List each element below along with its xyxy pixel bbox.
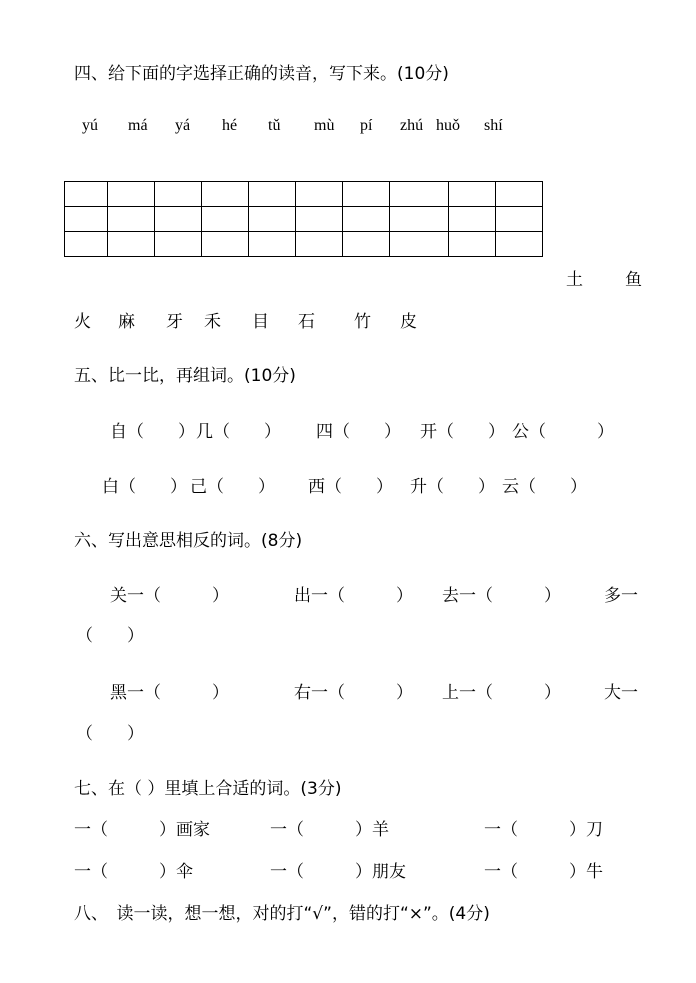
compare-item: 开（ ） [420,422,505,442]
compare-item: 白（ ） [102,477,187,497]
grid-cell[interactable] [202,182,249,207]
grid-cell[interactable] [343,232,390,257]
char-10: 皮 [400,312,417,332]
fill-item: 一（ ）刀 [484,820,603,840]
pinyin-10: shí [484,117,503,134]
pinyin-9: huǒ [436,117,460,134]
grid-row [65,232,543,257]
fill-item: 一（ ）伞 [74,862,193,882]
antonym-item: 上一（ ） [442,683,561,703]
grid-cell[interactable] [108,207,155,232]
antonym-item: 关一（ ） [110,586,229,606]
compare-item: 公（ ） [512,422,614,442]
grid-cell[interactable] [449,207,496,232]
char-1: 土 [566,270,583,290]
char-8: 石 [298,312,315,332]
section-5-title: 五、比一比，再组词。(10分) [74,366,296,386]
compare-item: 己（ ） [190,477,275,497]
pinyin-6: mù [314,117,335,134]
grid-cell[interactable] [390,207,449,232]
grid-cell[interactable] [343,207,390,232]
compare-item: 几（ ） [196,422,281,442]
grid-cell[interactable] [155,232,202,257]
pinyin-1: yú [82,117,98,134]
section-4-title: 四、给下面的字选择正确的读音，写下来。(10分) [74,64,449,84]
section-7-title: 七、在（ ）里填上合适的词。(3分) [74,779,342,799]
grid-cell[interactable] [296,232,343,257]
grid-cell[interactable] [449,232,496,257]
compare-item: 自（ ） [110,422,195,442]
pinyin-7: pí [360,117,373,134]
grid-cell[interactable] [449,182,496,207]
grid-cell[interactable] [65,232,108,257]
fill-item: 一（ ）画家 [74,820,210,840]
grid-cell[interactable] [496,232,543,257]
compare-item: 云（ ） [502,477,587,497]
antonym-item: 去一（ ） [442,586,561,606]
char-2: 鱼 [625,270,642,290]
grid-cell[interactable] [390,232,449,257]
antonym-item: （ ） [76,626,144,646]
antonym-item: 多一 [604,586,638,606]
section-8-title: 八、 读一读，想一想，对的打“√”，错的打“×”。(4分) [74,904,490,924]
pinyin-3: yá [175,117,191,134]
grid-row [65,207,543,232]
grid-cell[interactable] [108,232,155,257]
char-5: 牙 [166,312,183,332]
antonym-item: （ ） [76,724,144,744]
grid-cell[interactable] [343,182,390,207]
grid-cell[interactable] [496,182,543,207]
char-9: 竹 [354,312,371,332]
antonym-item: 右一（ ） [294,683,413,703]
pinyin-8: zhú [400,117,424,134]
grid-cell[interactable] [390,182,449,207]
grid-cell[interactable] [202,232,249,257]
grid-cell[interactable] [496,207,543,232]
fill-item: 一（ ）羊 [270,820,389,840]
antonym-item: 出一（ ） [294,586,413,606]
grid-cell[interactable] [65,182,108,207]
compare-item: 升（ ） [410,477,495,497]
section-6-title: 六、写出意思相反的词。(8分) [74,531,303,551]
pinyin-4: hé [222,117,238,134]
compare-item: 西（ ） [308,477,393,497]
fill-item: 一（ ）牛 [484,862,603,882]
grid-cell[interactable] [249,207,296,232]
grid-cell[interactable] [202,207,249,232]
grid-cell[interactable] [249,182,296,207]
grid-row [65,182,543,207]
pinyin-5: tǔ [268,117,281,134]
grid-cell[interactable] [108,182,155,207]
grid-cell[interactable] [155,207,202,232]
antonym-item: 大一 [604,683,638,703]
grid-cell[interactable] [296,207,343,232]
grid-cell[interactable] [249,232,296,257]
answer-grid [64,181,543,257]
char-4: 麻 [118,312,135,332]
grid-cell[interactable] [65,207,108,232]
antonym-item: 黑一（ ） [110,683,229,703]
char-6: 禾 [204,312,221,332]
char-3: 火 [74,312,91,332]
compare-item: 四（ ） [316,422,401,442]
fill-item: 一（ ）朋友 [270,862,406,882]
pinyin-2: má [128,117,148,134]
grid-cell[interactable] [155,182,202,207]
char-7: 目 [252,312,269,332]
grid-cell[interactable] [296,182,343,207]
